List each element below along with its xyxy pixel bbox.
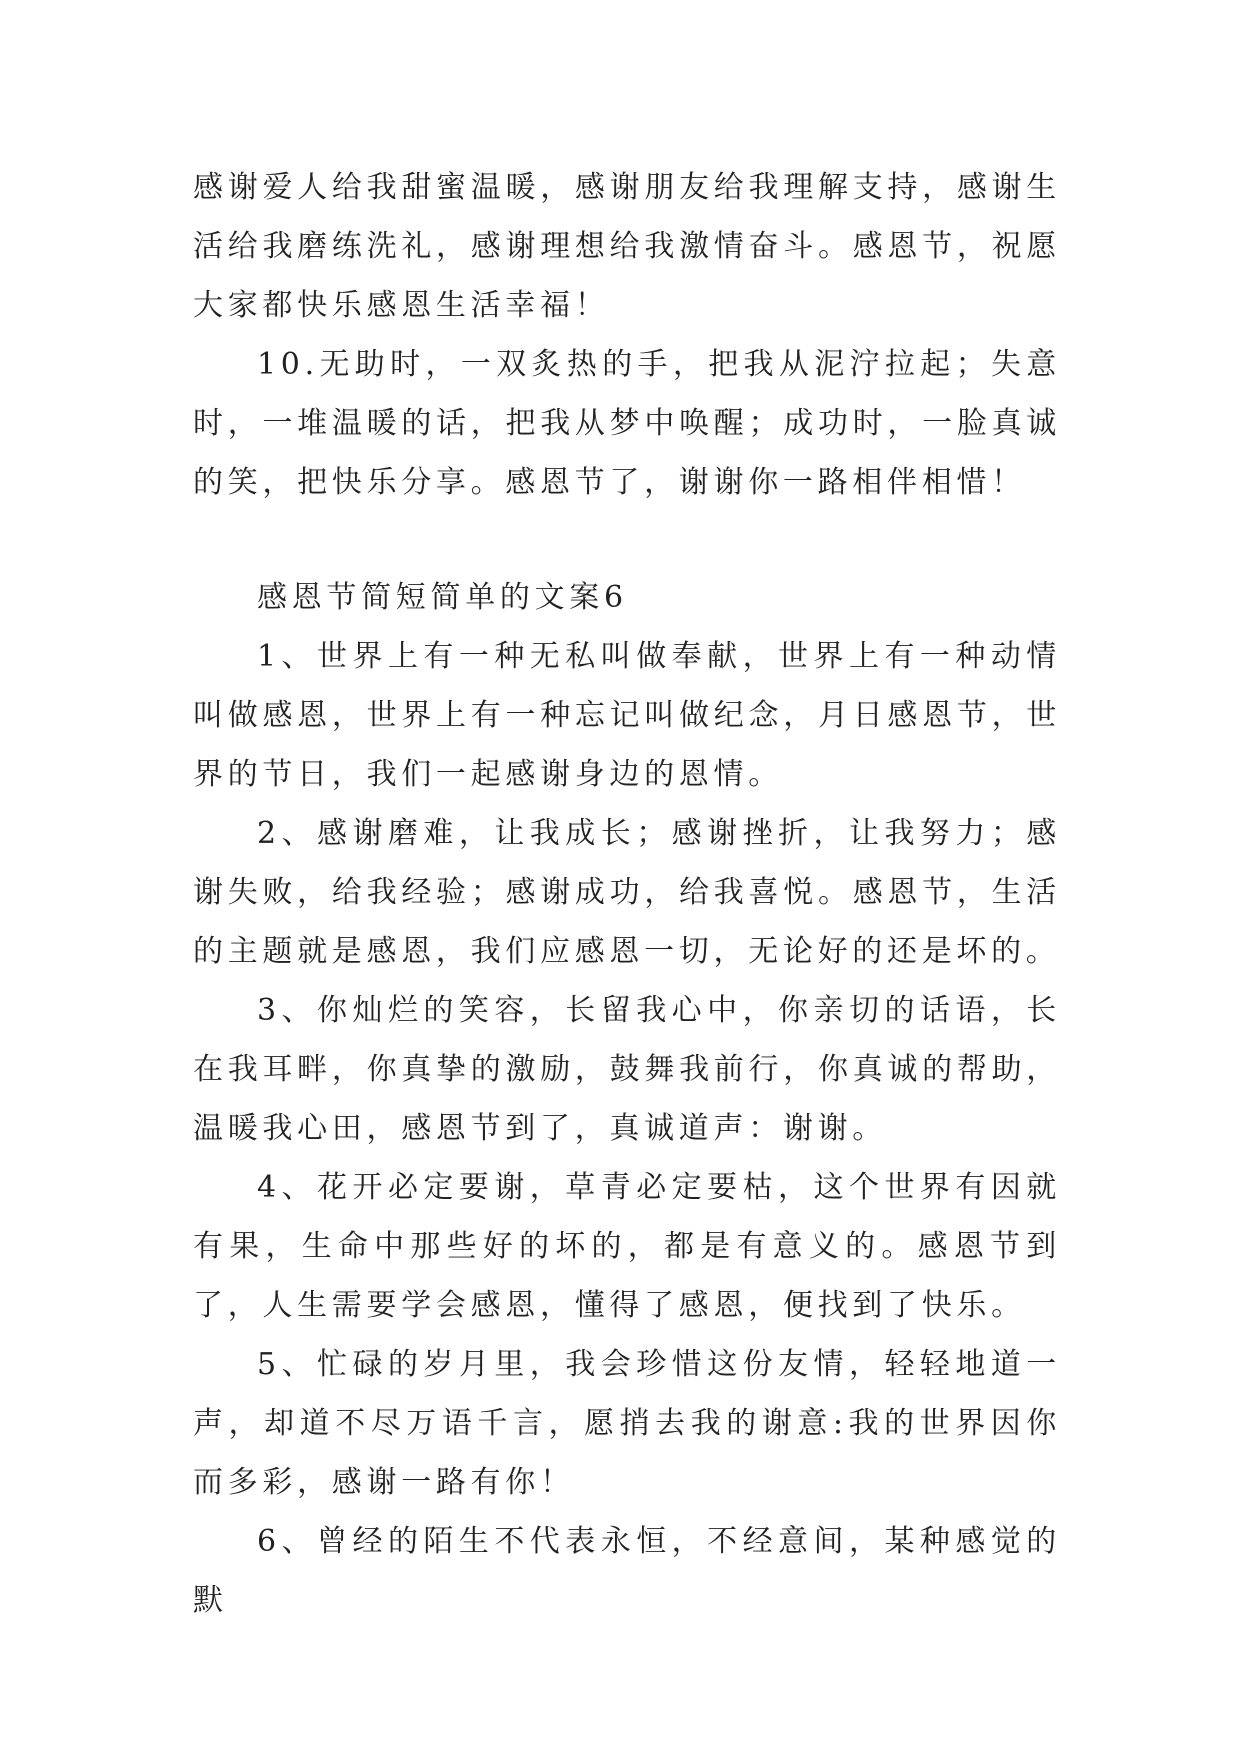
section-heading: 感恩节简短简单的文案6 (257, 580, 628, 615)
list-item: 1、世界上有一种无私叫做奉献，世界上有一种动情叫做感恩，世界上有一种忘记叫做纪念，月日感恩节，世界的节日，我们一起感谢身边的恩情。 (193, 639, 1061, 792)
document-body (193, 158, 1061, 1630)
list-item: 5、忙碌的岁月里，我会珍惜这份友情，轻轻地道一声，却道不尽万语千言，愿捎去我的谢意:我的世界因你而多彩，感谢一路有你！ (193, 1347, 1061, 1500)
paragraph-continued: 感谢爱人给我甜蜜温暖，感谢朋友给我理解支持，感谢生活给我磨练洗礼，感谢理想给我激情奋斗。感恩节，祝愿大家都快乐感恩生活幸福！ (193, 170, 1061, 323)
list-item: 2、感谢磨难，让我成长；感谢挫折，让我努力；感谢失败，给我经验；感谢成功，给我喜悦。感恩节，生活的主题就是感恩，我们应感恩一切，无论好的还是坏的。 (193, 816, 1061, 969)
list-item: 6、曾经的陌生不代表永恒，不经意间，某种感觉的默 (193, 1524, 1061, 1618)
list-item: 4、花开必定要谢，草青必定要枯，这个世界有因就有果，生命中那些好的坏的，都是有意义的。感恩节到了，人生需要学会感恩，懂得了感恩，便找到了快乐。 (193, 1170, 1061, 1323)
list-item: 3、你灿烂的笑容，长留我心中，你亲切的话语，长在我耳畔，你真挚的激励，鼓舞我前行，你真诚的帮助，温暖我心田，感恩节到了，真诚道声：谢谢。 (193, 993, 1061, 1146)
paragraph-item-10: 10.无助时，一双炙热的手，把我从泥泞拉起；失意时，一堆温暖的话，把我从梦中唤醒；成功时，一脸真诚的笑，把快乐分享。感恩节了，谢谢你一路相伴相惜！ (193, 347, 1061, 500)
